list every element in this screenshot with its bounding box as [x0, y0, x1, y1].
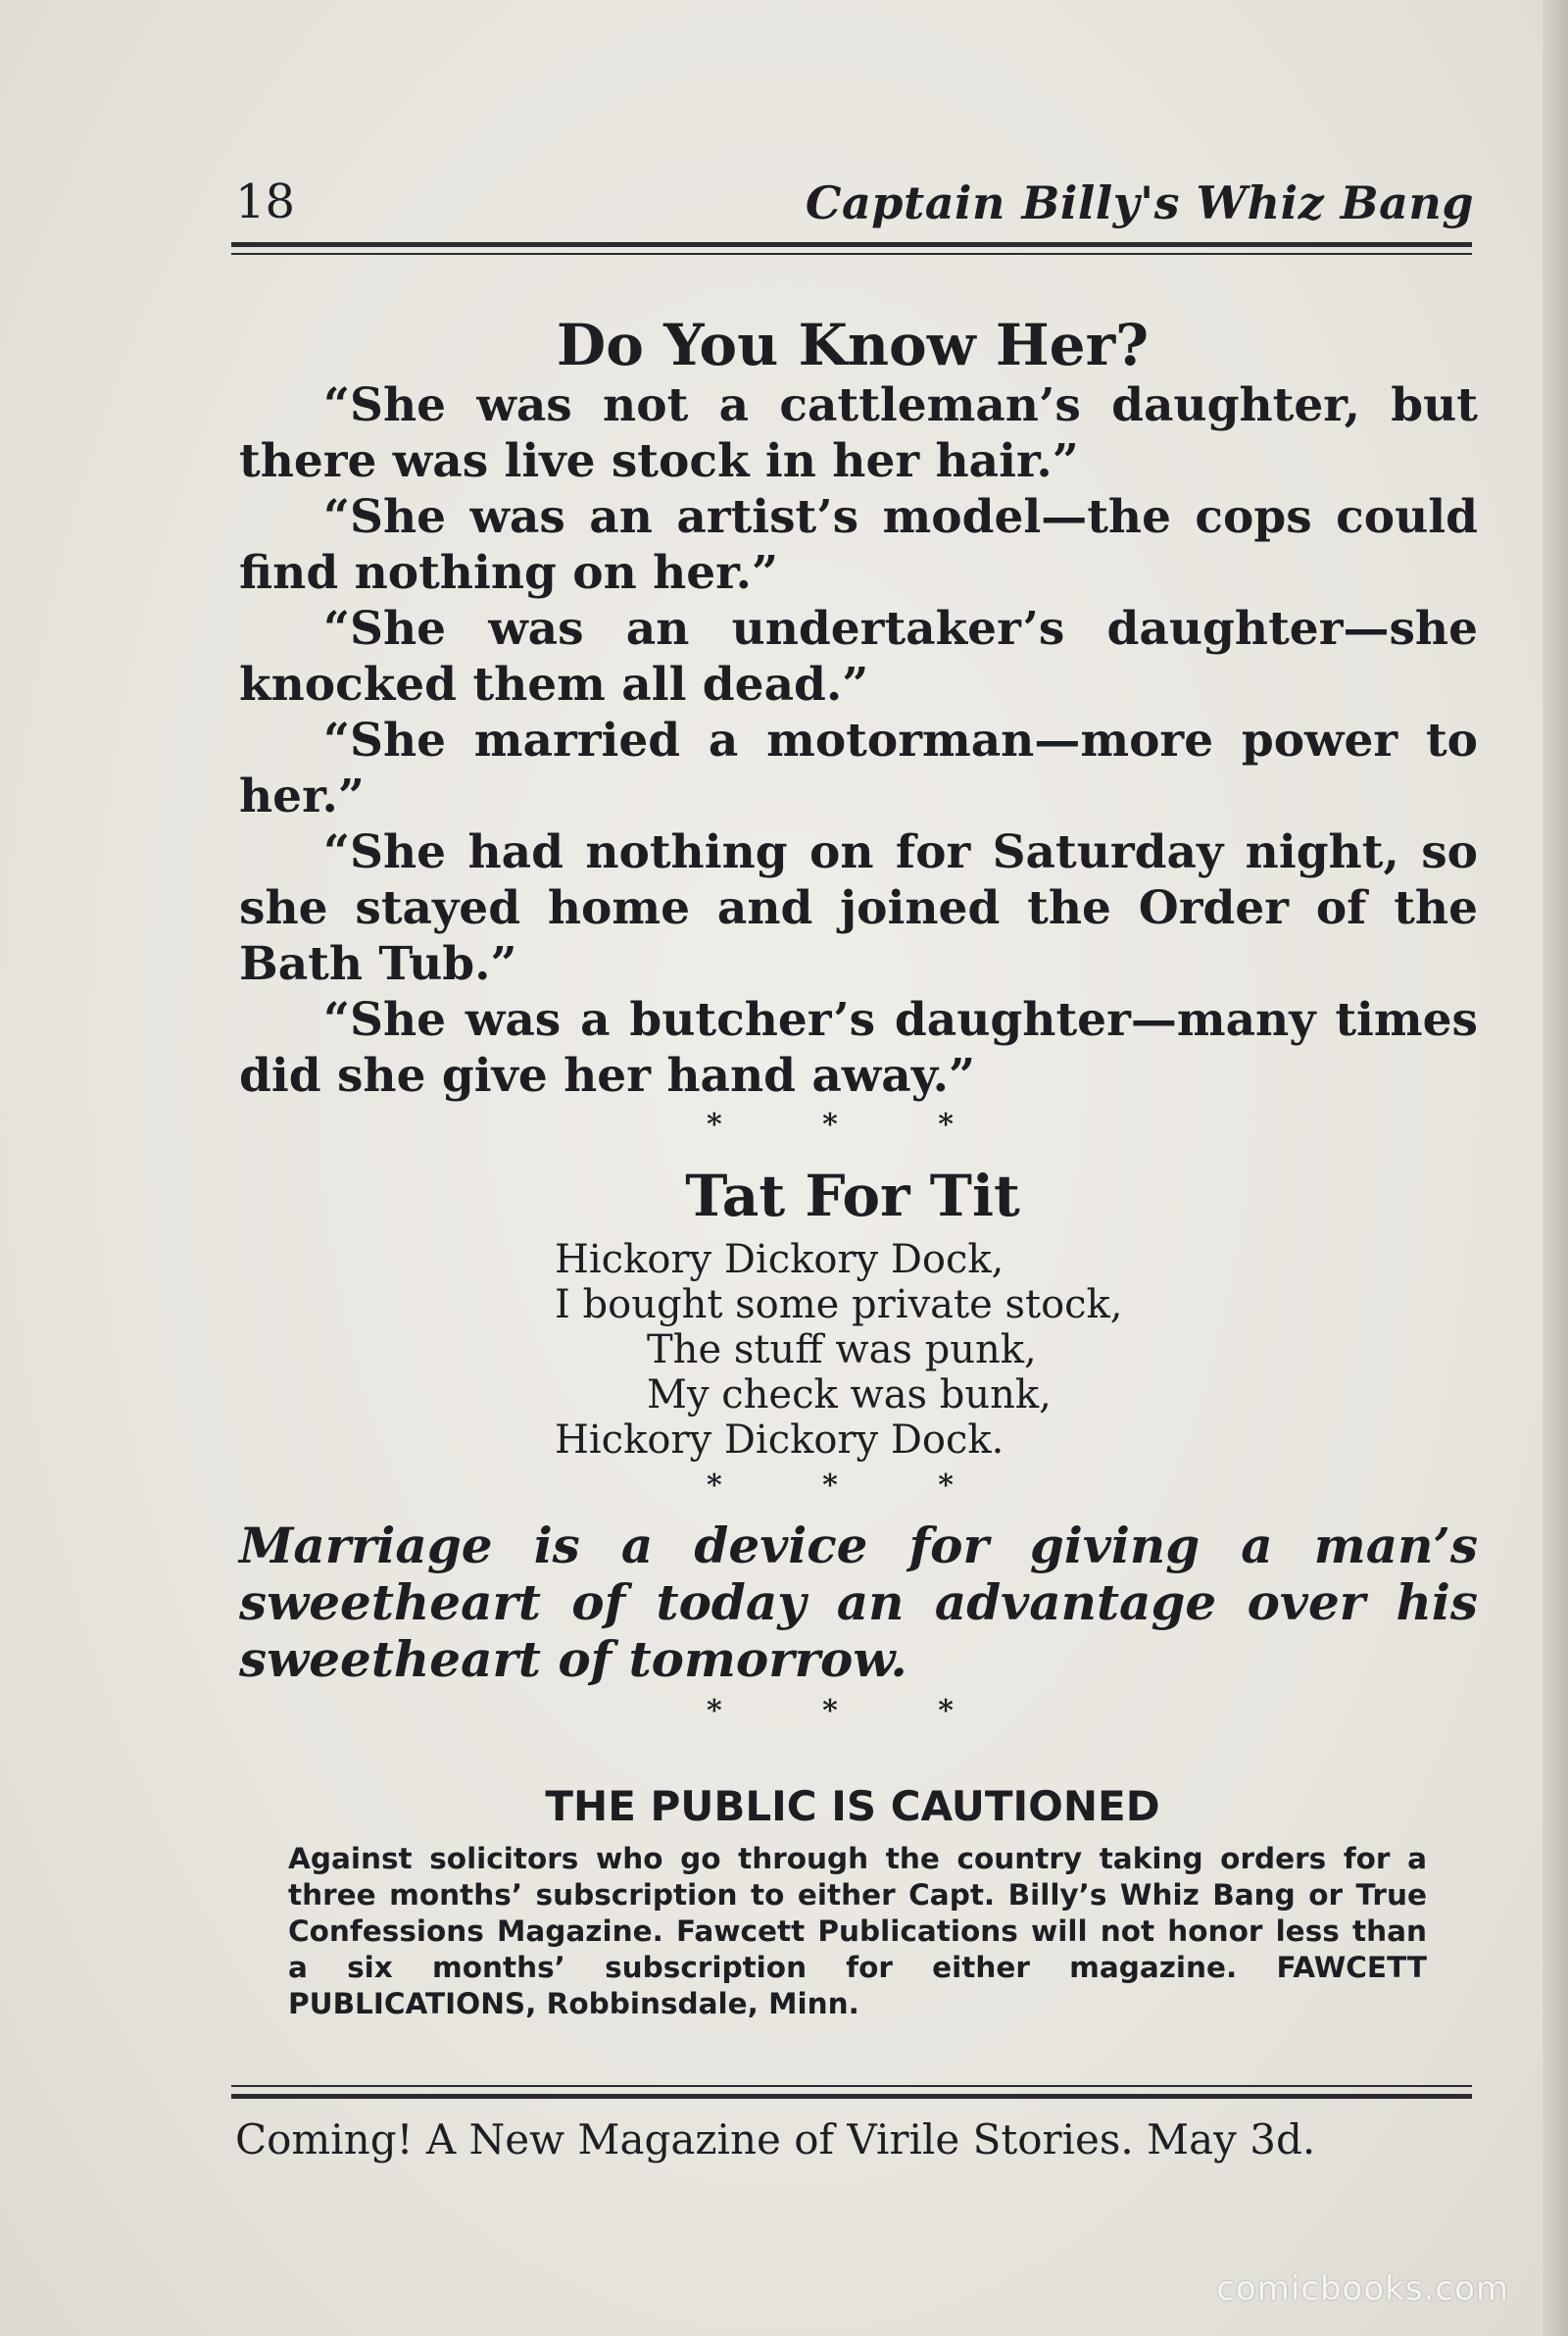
epigram-marriage: Marriage is a device for giving a man’s sweetheart of today an advantage over his sweetheart of tomorrow.: [239, 1516, 1478, 1688]
notice-body: Against solicitors who go through the country taking orders for a three months’ subscription to either Capt. Billy’s Whiz Bang or True Confessions Magazine. Fawcett Publications will not honor less than a six months’ subscription for either magazine. FAWCETT PUBLICATIONS, Robbinsdale, Minn.: [288, 1842, 1427, 2020]
joke-paragraph: “She was a butcher’s daughter—many times did she give her hand away.”: [239, 993, 1478, 1103]
verse-line: I bought some private stock,: [555, 1282, 1123, 1327]
header-rule-thin: [231, 253, 1472, 255]
verse-line: Hickory Dickory Dock,: [555, 1237, 1004, 1282]
site-watermark: comicbooks.com: [1216, 2269, 1509, 2309]
page-spine-edge: [1543, 0, 1568, 2336]
running-title: Captain Billy's Whiz Bang: [805, 176, 1474, 229]
joke-paragraph: “She was not a cattleman’s daughter, but there was live stock in her hair.”: [239, 378, 1478, 488]
verse-line: My check was bunk,: [647, 1372, 1052, 1417]
joke-paragraph: “She was an artist’s model—the cops could find nothing on her.”: [239, 490, 1478, 600]
section-separator: * * *: [707, 1694, 999, 1728]
section-title-do-you-know-her: Do You Know Her?: [556, 312, 1150, 378]
footer-announcement: Coming! A New Magazine of Virile Stories. May 3d.: [235, 2115, 1316, 2163]
section-separator: * * *: [707, 1108, 999, 1142]
joke-paragraph: “She was an undertaker’s daughter—she knocked them all dead.”: [239, 602, 1478, 712]
notice-title: THE PUBLIC IS CAUTIONED: [545, 1782, 1160, 1830]
footer-rule-thin: [231, 2085, 1472, 2087]
header-rule-thick: [231, 242, 1472, 247]
footer-rule-thick: [231, 2094, 1472, 2099]
joke-paragraph: “She had nothing on for Saturday night, so she stayed home and joined the Order of the Bath Tub.”: [239, 825, 1478, 991]
page-number: 18: [235, 174, 296, 229]
joke-paragraph: “She married a motorman—more power to her.”: [239, 714, 1478, 823]
verse-line: Hickory Dickory Dock.: [555, 1417, 1004, 1463]
section-separator: * * *: [707, 1468, 999, 1503]
section-title-tat-for-tit: Tat For Tit: [685, 1163, 1020, 1229]
verse-line: The stuff was punk,: [647, 1327, 1037, 1372]
